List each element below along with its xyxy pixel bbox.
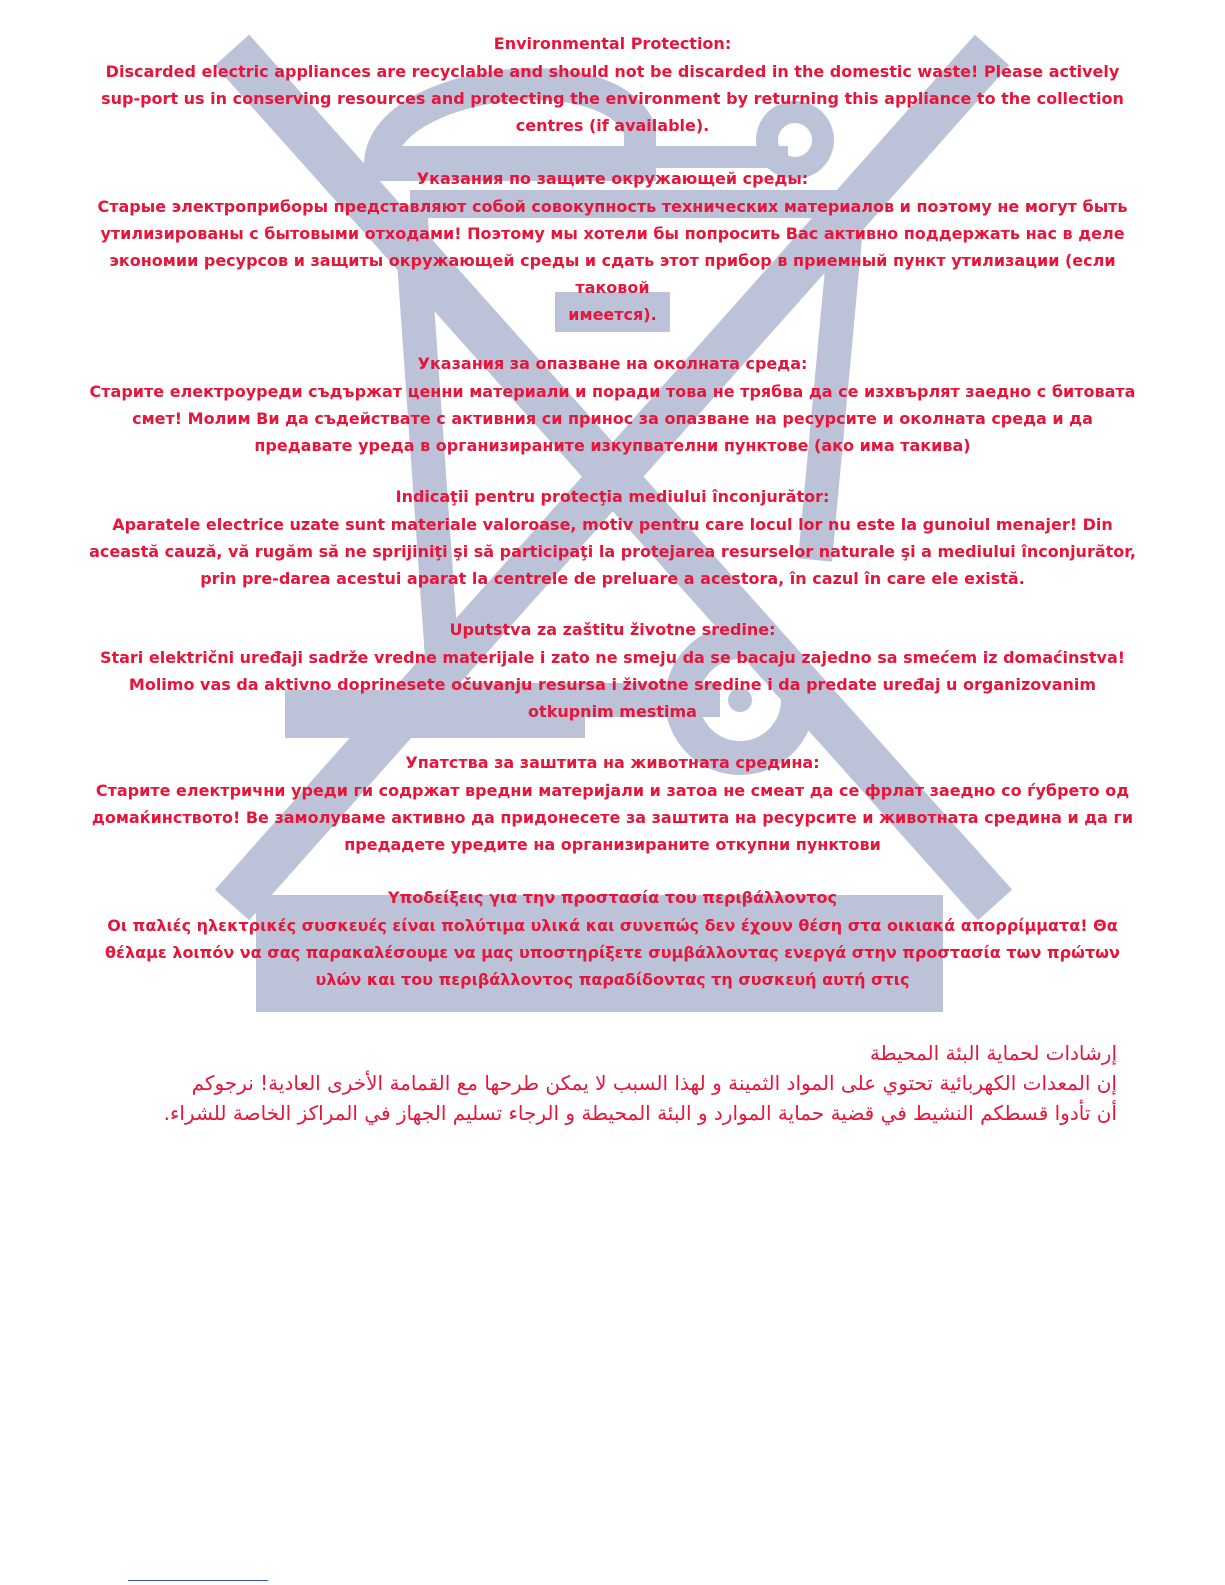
notice-romanian [0, 483, 1225, 592]
notice-body: Οι παλιές ηλεκτρικές συσκευές είναι πολύτιμα υλικά και συνεπώς δεν έχουν θέση στα οικιακά απορρίμματα! Θα θέλαμε λοιπόν να σας παρακαλέσουμε να μας υποστηρίξετε συμβάλλοντας ενεργά στην προστασία των πρώτων υλών και του περιβάλλοντος παραδίδοντας τη συσκευή αυτή στις [105, 916, 1120, 989]
notice-body: Старите електроуреди съдържат ценни материали и поради това не трябва да се изхвърлят заедно с битовата смет! Молим Ви да съдействате с активния си принос за опазване на ресурсите и околната среда и да предавате уреда в организираните изкупвателни пунктове (ако има такива) [89, 382, 1136, 455]
notice-arabic [117, 1038, 1117, 1128]
notice-body-tail: имеется). [568, 305, 657, 324]
footer-rule [128, 1580, 268, 1581]
notice-bulgarian [0, 350, 1225, 459]
notice-body: Старые электроприборы представляют собой совокупность технических материалов и поэтому не могут быть утилизированы с бытовыми отходами! Поэтому мы хотели бы попросить Вас активно поддержать нас в деле экономии ресурсов и защиты окружающей среды и сдать этот прибор в приемный пункт утилизации (если таковой [97, 197, 1128, 297]
notice-body: Discarded electric appliances are recyclable and should not be discarded in the domestic waste! Please actively sup-port us in conserving resources and protecting the environment by returning this appliance to the collection centres (if available). [101, 62, 1124, 135]
notice-heading: Environmental Protection: [493, 34, 732, 53]
notice-list [0, 30, 1225, 1013]
notice-heading: Упатства за заштита на животната средина: [405, 753, 820, 772]
notice-heading: Uputstva za zaštitu životne sredine: [449, 620, 776, 639]
notice-body: Aparatele electrice uzate sunt materiale valoroase, motiv pentru care locul lor nu este la gunoiul menajer! Din această cauză, vă rugăm să ne sprijiniţi şi să participaţi la protejarea resurselor naturale şi a mediului înconjurător, prin pre-darea acestui aparat la centrele de preluare a acestora, în cazul în care ele există. [89, 515, 1136, 588]
notice-heading: Указания за опазване на околната среда: [417, 354, 808, 373]
notice-body-line: إن المعدات الكهربائية تحتوي على المواد الثمينة و لهذا السبب لا يمكن طرحها مع القمامة الأخرى العادية! نرجوكم [191, 1071, 1117, 1095]
notice-heading: Указания по защите окружающей среды: [416, 169, 809, 188]
notice-russian [0, 165, 1225, 328]
notice-heading: Υποδείξεις για την προστασία του περιβάλλοντος [388, 888, 837, 907]
notice-body-line: أن تأدوا قسطكم النشيط في قضية حماية الموارد و البئة المحيطة و الرجاء تسليم الجهاز في المراكز الخاصة للشراء. [163, 1101, 1117, 1125]
notice-heading: إرشادات لحماية البئة المحيطة [869, 1041, 1117, 1065]
notice-serbian [0, 616, 1225, 725]
notice-body: Старите електрични уреди ги содржат вредни материјали и затоа не смеат да се фрлат заедно со ѓубрето од домаќинството! Ве замолуваме активно да придонесете за заштита на ресурсите и животната средина и да ги предадете уредите на организираните откупни пунктови [91, 781, 1134, 854]
notice-heading: Indicaţii pentru protecţia mediului înconjurător: [395, 487, 830, 506]
notice-greek [0, 884, 1225, 993]
notice-macedonian [0, 749, 1225, 858]
notice-body: Stari električni uređaji sadrže vredne materijale i zato ne smeju da se bacaju zajedno sa smećem iz domaćinstva! Molimo vas da aktivno doprinesete očuvanju resursa i životne sredine i da predate uređaj u organizovanim otkupnim mestima [99, 648, 1126, 721]
notice-english [0, 30, 1225, 139]
